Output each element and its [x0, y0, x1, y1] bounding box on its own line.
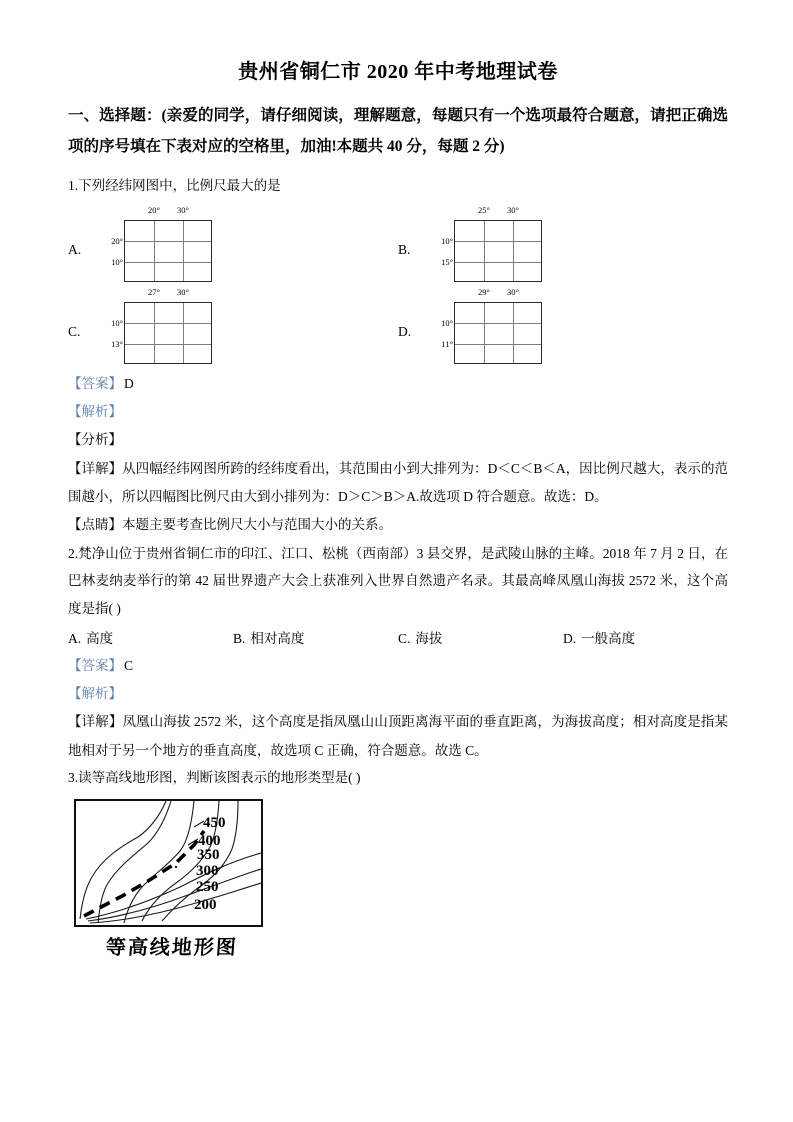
grid-hline [455, 241, 541, 242]
contour-line-450 [80, 801, 166, 919]
longitude-label: 29° [478, 286, 490, 297]
question-1-stem [68, 172, 728, 200]
contour-line-lower-2 [88, 869, 261, 921]
contour-label-250: 250 [196, 878, 219, 895]
grid-vline [513, 221, 514, 281]
section-intro: 一、选择题：(亲爱的同学，请仔细阅读，理解题意，每题只有一个选项最符合题意，请把正确选项的序号填在下表对应的空格里，加油!本题共 40 分，每题 2 分) [68, 107, 728, 155]
question-2-options [68, 625, 728, 652]
option-b-text: 相对高度 [250, 630, 305, 646]
grid-vline [183, 303, 184, 363]
grid-hline [455, 344, 541, 345]
grid-hline [125, 323, 211, 324]
option-d[interactable] [563, 625, 728, 652]
figure-b-letter: B. [398, 241, 411, 257]
latitude-label: 20° [111, 235, 123, 246]
grid-vline [154, 303, 155, 363]
analysis-tag: 【解析】 [68, 404, 122, 420]
figure-d-graphic [424, 288, 542, 364]
question-2-text: 梵净山位于贵州省铜仁市的印江、江口、松桃（西南部）3 县交界，是武陵山脉的主峰。2018 年 7 月 2 日，在巴林麦纳麦举行的第 42 届世界遗产大会上获准列入世界自然遗产名录。其最高峰凤凰山海拔 2572 米，这个高度是指( ) [68, 545, 728, 617]
grid-vline [484, 221, 485, 281]
option-a-text: 高度 [86, 630, 114, 646]
question-2-detail: 【详解】凤凰山海拔 2572 米，这个高度是指凤凰山山顶距离海平面的垂直距离，为海拔高度；相对高度是指某地相对于另一个地方的垂直高度，故选项 C 正确，符合题意。故选 C。 [68, 714, 728, 758]
contour-label-200: 200 [194, 896, 217, 913]
grid-vline [484, 303, 485, 363]
longitude-label: 30° [507, 204, 519, 215]
page-content [68, 58, 728, 964]
latitude-label: 15° [441, 256, 453, 267]
contour-map-svg [76, 801, 261, 925]
figure-option-b[interactable] [398, 206, 728, 282]
figure-c-graphic [94, 288, 212, 364]
longitude-label: 27° [148, 286, 160, 297]
latlon-grid-d [441, 286, 542, 364]
option-b[interactable] [233, 625, 398, 652]
question-1-fenxi-tag [68, 426, 728, 454]
option-a-letter: A. [68, 630, 82, 646]
figure-option-d[interactable] [398, 288, 728, 364]
latitude-label: 10° [441, 235, 453, 246]
longitude-label: 30° [177, 204, 189, 215]
grid-hline [125, 262, 211, 263]
fenxi-tag: 【分析】 [68, 432, 122, 448]
option-d-text: 一般高度 [581, 630, 636, 646]
grid-vline [154, 221, 155, 281]
option-b-letter: B. [233, 630, 246, 646]
grid-hline [125, 241, 211, 242]
latitude-label: 10° [111, 256, 123, 267]
contour-label-350: 350 [197, 846, 220, 863]
option-c[interactable] [398, 625, 563, 652]
latlon-grid-b [441, 204, 542, 282]
option-d-letter: D. [563, 630, 577, 646]
question-1-answer [68, 370, 728, 398]
longitude-label: 30° [507, 286, 519, 297]
figure-row-2 [68, 288, 728, 364]
contour-map-caption: 等高线地形图 [105, 936, 239, 959]
question-1-figures [68, 206, 728, 364]
longitude-label: 30° [177, 286, 189, 297]
figure-option-c[interactable] [68, 288, 398, 364]
figure-b-graphic [424, 206, 542, 282]
ridge-dashed-line [84, 831, 204, 916]
latlon-grid-c [111, 286, 212, 364]
contour-label-400: 400 [198, 832, 221, 849]
figure-a-graphic [94, 206, 212, 282]
question-2-stem [68, 540, 728, 623]
map-point-marker [175, 866, 177, 868]
contour-label-450: 450 [203, 814, 226, 831]
latitude-label: 10° [111, 317, 123, 328]
latitude-label: 10° [441, 317, 453, 328]
question-1-text: 下列经纬网图中，比例尺最大的是 [78, 178, 281, 193]
option-c-letter: C. [398, 630, 411, 646]
grid-vline [183, 221, 184, 281]
question-2-answer [68, 652, 728, 680]
figure-c-letter: C. [68, 323, 81, 339]
question-1-dianjing: 【点睛】本题主要考查比例尺大小与范围大小的关系。 [68, 517, 392, 533]
question-3-figure [74, 799, 270, 960]
latitude-label: 13° [111, 338, 123, 349]
question-2-number: 2. [68, 545, 79, 561]
option-a[interactable] [68, 625, 233, 652]
question-1-detail: 【详解】从四幅经纬网图所跨的经纬度看出，其范围由小到大排列为：D＜C＜B＜A，因比例尺越大，表示的范围越小，所以四幅图比例尺由大到小排列为：D＞C＞B＞A.故选项 D 符合题意。故选：D。 [68, 460, 728, 505]
grid-vline [513, 303, 514, 363]
question-3-number: 3. [68, 770, 79, 786]
contour-label-300: 300 [196, 862, 219, 879]
figure-row-1 [68, 206, 728, 282]
answer-value: C [124, 657, 134, 673]
question-2-analysis-tag [68, 680, 728, 708]
question-3-text: 读等高线地形图，判断该图表示的地形类型是( ) [78, 770, 361, 786]
contour-map [74, 799, 263, 927]
analysis-tag: 【解析】 [68, 686, 122, 702]
figure-option-a[interactable] [68, 206, 398, 282]
question-1-analysis-tag [68, 398, 728, 426]
option-c-text: 海拔 [415, 630, 443, 646]
answer-value: D [124, 375, 134, 391]
figure-d-letter: D. [398, 323, 412, 339]
grid-hline [455, 262, 541, 263]
longitude-label: 20° [148, 204, 160, 215]
figure-a-letter: A. [68, 241, 82, 257]
latlon-grid-a [111, 204, 212, 282]
page-title: 贵州省铜仁市 2020 年中考地理试卷 [238, 61, 558, 83]
answer-tag: 【答案】 [68, 375, 122, 391]
longitude-label: 25° [478, 204, 490, 215]
grid-hline [125, 344, 211, 345]
question-3-stem [68, 765, 728, 791]
latitude-label: 11° [441, 338, 453, 349]
question-1-number: 1. [68, 178, 79, 193]
grid-hline [455, 323, 541, 324]
answer-tag: 【答案】 [68, 657, 122, 673]
